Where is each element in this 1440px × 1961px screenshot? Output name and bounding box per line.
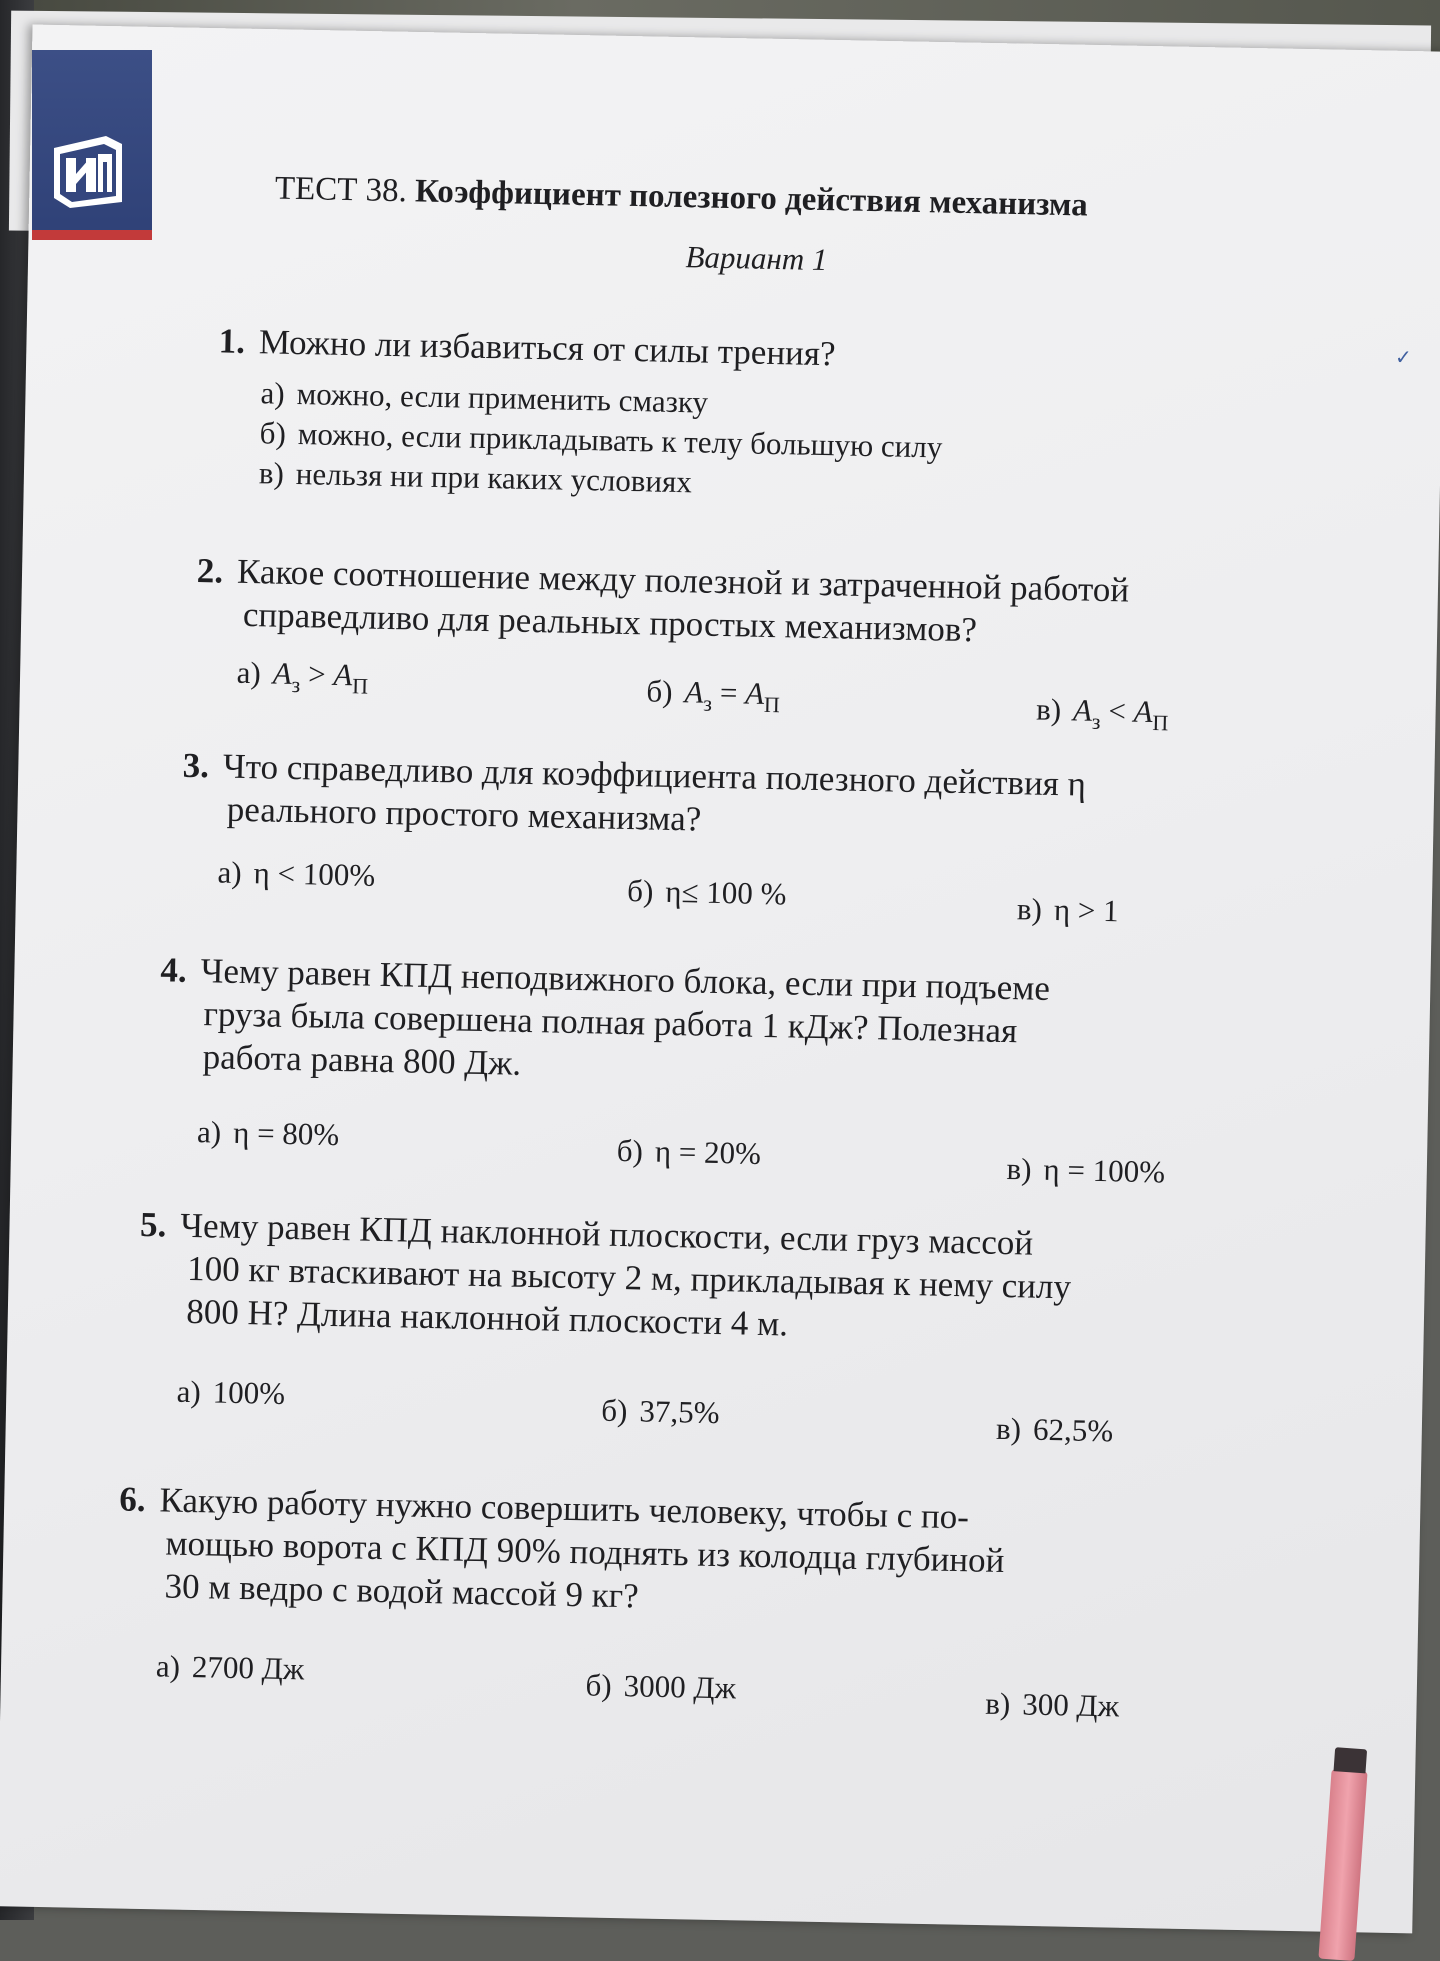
- option-letter: а): [155, 1648, 181, 1684]
- q2-option-c[interactable]: [1036, 692, 1169, 737]
- option-text: 37,5%: [639, 1393, 720, 1431]
- subscript: з: [1091, 708, 1101, 734]
- operator: =: [719, 674, 738, 711]
- subscript: П: [1152, 709, 1169, 736]
- test-title: [274, 171, 1335, 230]
- subscript: П: [351, 673, 369, 699]
- subscript: П: [763, 691, 781, 718]
- q6-option-b[interactable]: [585, 1667, 736, 1706]
- pen-mark: ✓: [1395, 347, 1412, 369]
- q2-option-a[interactable]: [236, 655, 368, 700]
- question-number: 6.: [119, 1479, 147, 1520]
- question-number: 1.: [218, 321, 246, 361]
- question-text: Можно ли избавиться от силы трения?: [258, 322, 836, 374]
- question-6: [117, 1478, 1006, 1626]
- test-name: Коэффициент полезного действия механизма: [414, 173, 1089, 224]
- question-text: 100 кг втаскивают на высоту 2 м, прикладывая к нему силу: [186, 1248, 1072, 1307]
- question-text: груза была совершена полная работа 1 кДж? Полезная: [203, 994, 1018, 1051]
- q4-option-a[interactable]: [197, 1114, 340, 1153]
- variant-label: Вариант 1: [685, 239, 828, 278]
- option-text: 3000 Дж: [623, 1668, 737, 1706]
- option-text: η < 100%: [253, 855, 376, 893]
- option-letter: б): [585, 1667, 613, 1703]
- operator: <: [1108, 693, 1127, 729]
- question-text: реального простого механизма?: [226, 789, 702, 839]
- symbol-a: A: [1072, 692, 1093, 728]
- option-letter: б): [259, 415, 287, 451]
- question-3: [181, 744, 1086, 849]
- question-text: работа равна 800 Дж.: [202, 1037, 522, 1083]
- q3-option-b[interactable]: [627, 873, 787, 912]
- question-text: Какую работу нужно совершить человеку, чтобы с по-: [159, 1480, 970, 1537]
- option-text: 300 Дж: [1021, 1686, 1120, 1724]
- option-text: 100%: [212, 1374, 286, 1411]
- q4-option-b[interactable]: [616, 1133, 761, 1172]
- q4-option-c[interactable]: [1006, 1151, 1165, 1190]
- question-text: справедливо для реальных простых механизмов?: [242, 594, 978, 650]
- question-text: Чему равен КПД неподвижного блока, если при подъеме: [200, 951, 1051, 1008]
- option-letter: а): [217, 854, 243, 890]
- symbol-a: A: [744, 675, 765, 711]
- option-text: η = 80%: [232, 1114, 340, 1153]
- option-letter: а): [236, 654, 262, 691]
- option-text: η > 1: [1053, 891, 1119, 929]
- option-text: нельзя ни при каких условиях: [295, 456, 693, 500]
- option-text: можно, если применить смазку: [296, 376, 709, 420]
- option-letter: а): [176, 1373, 202, 1410]
- option-text: 62,5%: [1032, 1411, 1114, 1449]
- question-2: [196, 549, 1130, 655]
- question-number: 2.: [196, 550, 224, 591]
- q6-option-a[interactable]: [156, 1648, 305, 1687]
- q1-option-c[interactable]: [259, 455, 693, 500]
- option-letter: б): [616, 1132, 644, 1169]
- question-text: 30 м ведро с водой массой 9 кг?: [164, 1566, 640, 1616]
- option-text: 2700 Дж: [191, 1649, 305, 1687]
- question-text: Чему равен КПД наклонной плоскости, если груз массой: [180, 1205, 1034, 1263]
- question-number: 5.: [139, 1204, 167, 1245]
- option-letter: а): [260, 375, 286, 411]
- symbol-a: A: [272, 655, 293, 691]
- q5-option-b[interactable]: [601, 1393, 720, 1431]
- question-5: [138, 1203, 1072, 1351]
- option-letter: в): [995, 1410, 1022, 1447]
- option-letter: а): [196, 1114, 222, 1150]
- subscript: з: [702, 690, 713, 716]
- option-letter: б): [626, 873, 654, 909]
- symbol-a: A: [684, 674, 704, 710]
- q5-option-c[interactable]: [996, 1411, 1114, 1449]
- q3-option-a[interactable]: [217, 854, 375, 893]
- q6-option-c[interactable]: [985, 1686, 1120, 1725]
- option-letter: в): [1016, 891, 1043, 927]
- operator: >: [307, 656, 327, 692]
- q1-option-a[interactable]: [260, 375, 708, 420]
- option-text: можно, если прикладывать к телу большую силу: [297, 416, 943, 465]
- question-number: 4.: [160, 950, 188, 990]
- test-number: ТЕСТ 38.: [274, 170, 408, 210]
- question-1: [218, 319, 836, 375]
- subscript: з: [291, 671, 301, 698]
- question-text: Какое соотношение между полезной и затраченной работой: [236, 551, 1130, 610]
- symbol-a: A: [333, 656, 353, 693]
- q5-option-a[interactable]: [176, 1374, 285, 1412]
- option-letter: в): [984, 1685, 1011, 1722]
- option-letter: в): [1035, 691, 1062, 728]
- question-text: 800 Н? Длина наклонной плоскости 4 м.: [185, 1291, 789, 1344]
- option-text: η≤ 100 %: [665, 873, 787, 912]
- question-number: 3.: [182, 745, 210, 786]
- q2-option-b[interactable]: [646, 673, 780, 718]
- question-text: Что справедливо для коэффициента полезного действия η: [222, 746, 1087, 804]
- option-text: η = 100%: [1043, 1151, 1166, 1190]
- question-4: [158, 948, 1050, 1096]
- option-letter: в): [1006, 1151, 1032, 1187]
- question-text: мощью ворота с КПД 90% поднять из колодца глубиной: [165, 1523, 1005, 1581]
- option-letter: б): [646, 673, 673, 709]
- q3-option-c[interactable]: [1017, 891, 1119, 929]
- option-letter: в): [258, 455, 285, 491]
- option-letter: б): [601, 1392, 628, 1429]
- option-text: η = 20%: [654, 1133, 762, 1171]
- symbol-a: A: [1133, 693, 1154, 729]
